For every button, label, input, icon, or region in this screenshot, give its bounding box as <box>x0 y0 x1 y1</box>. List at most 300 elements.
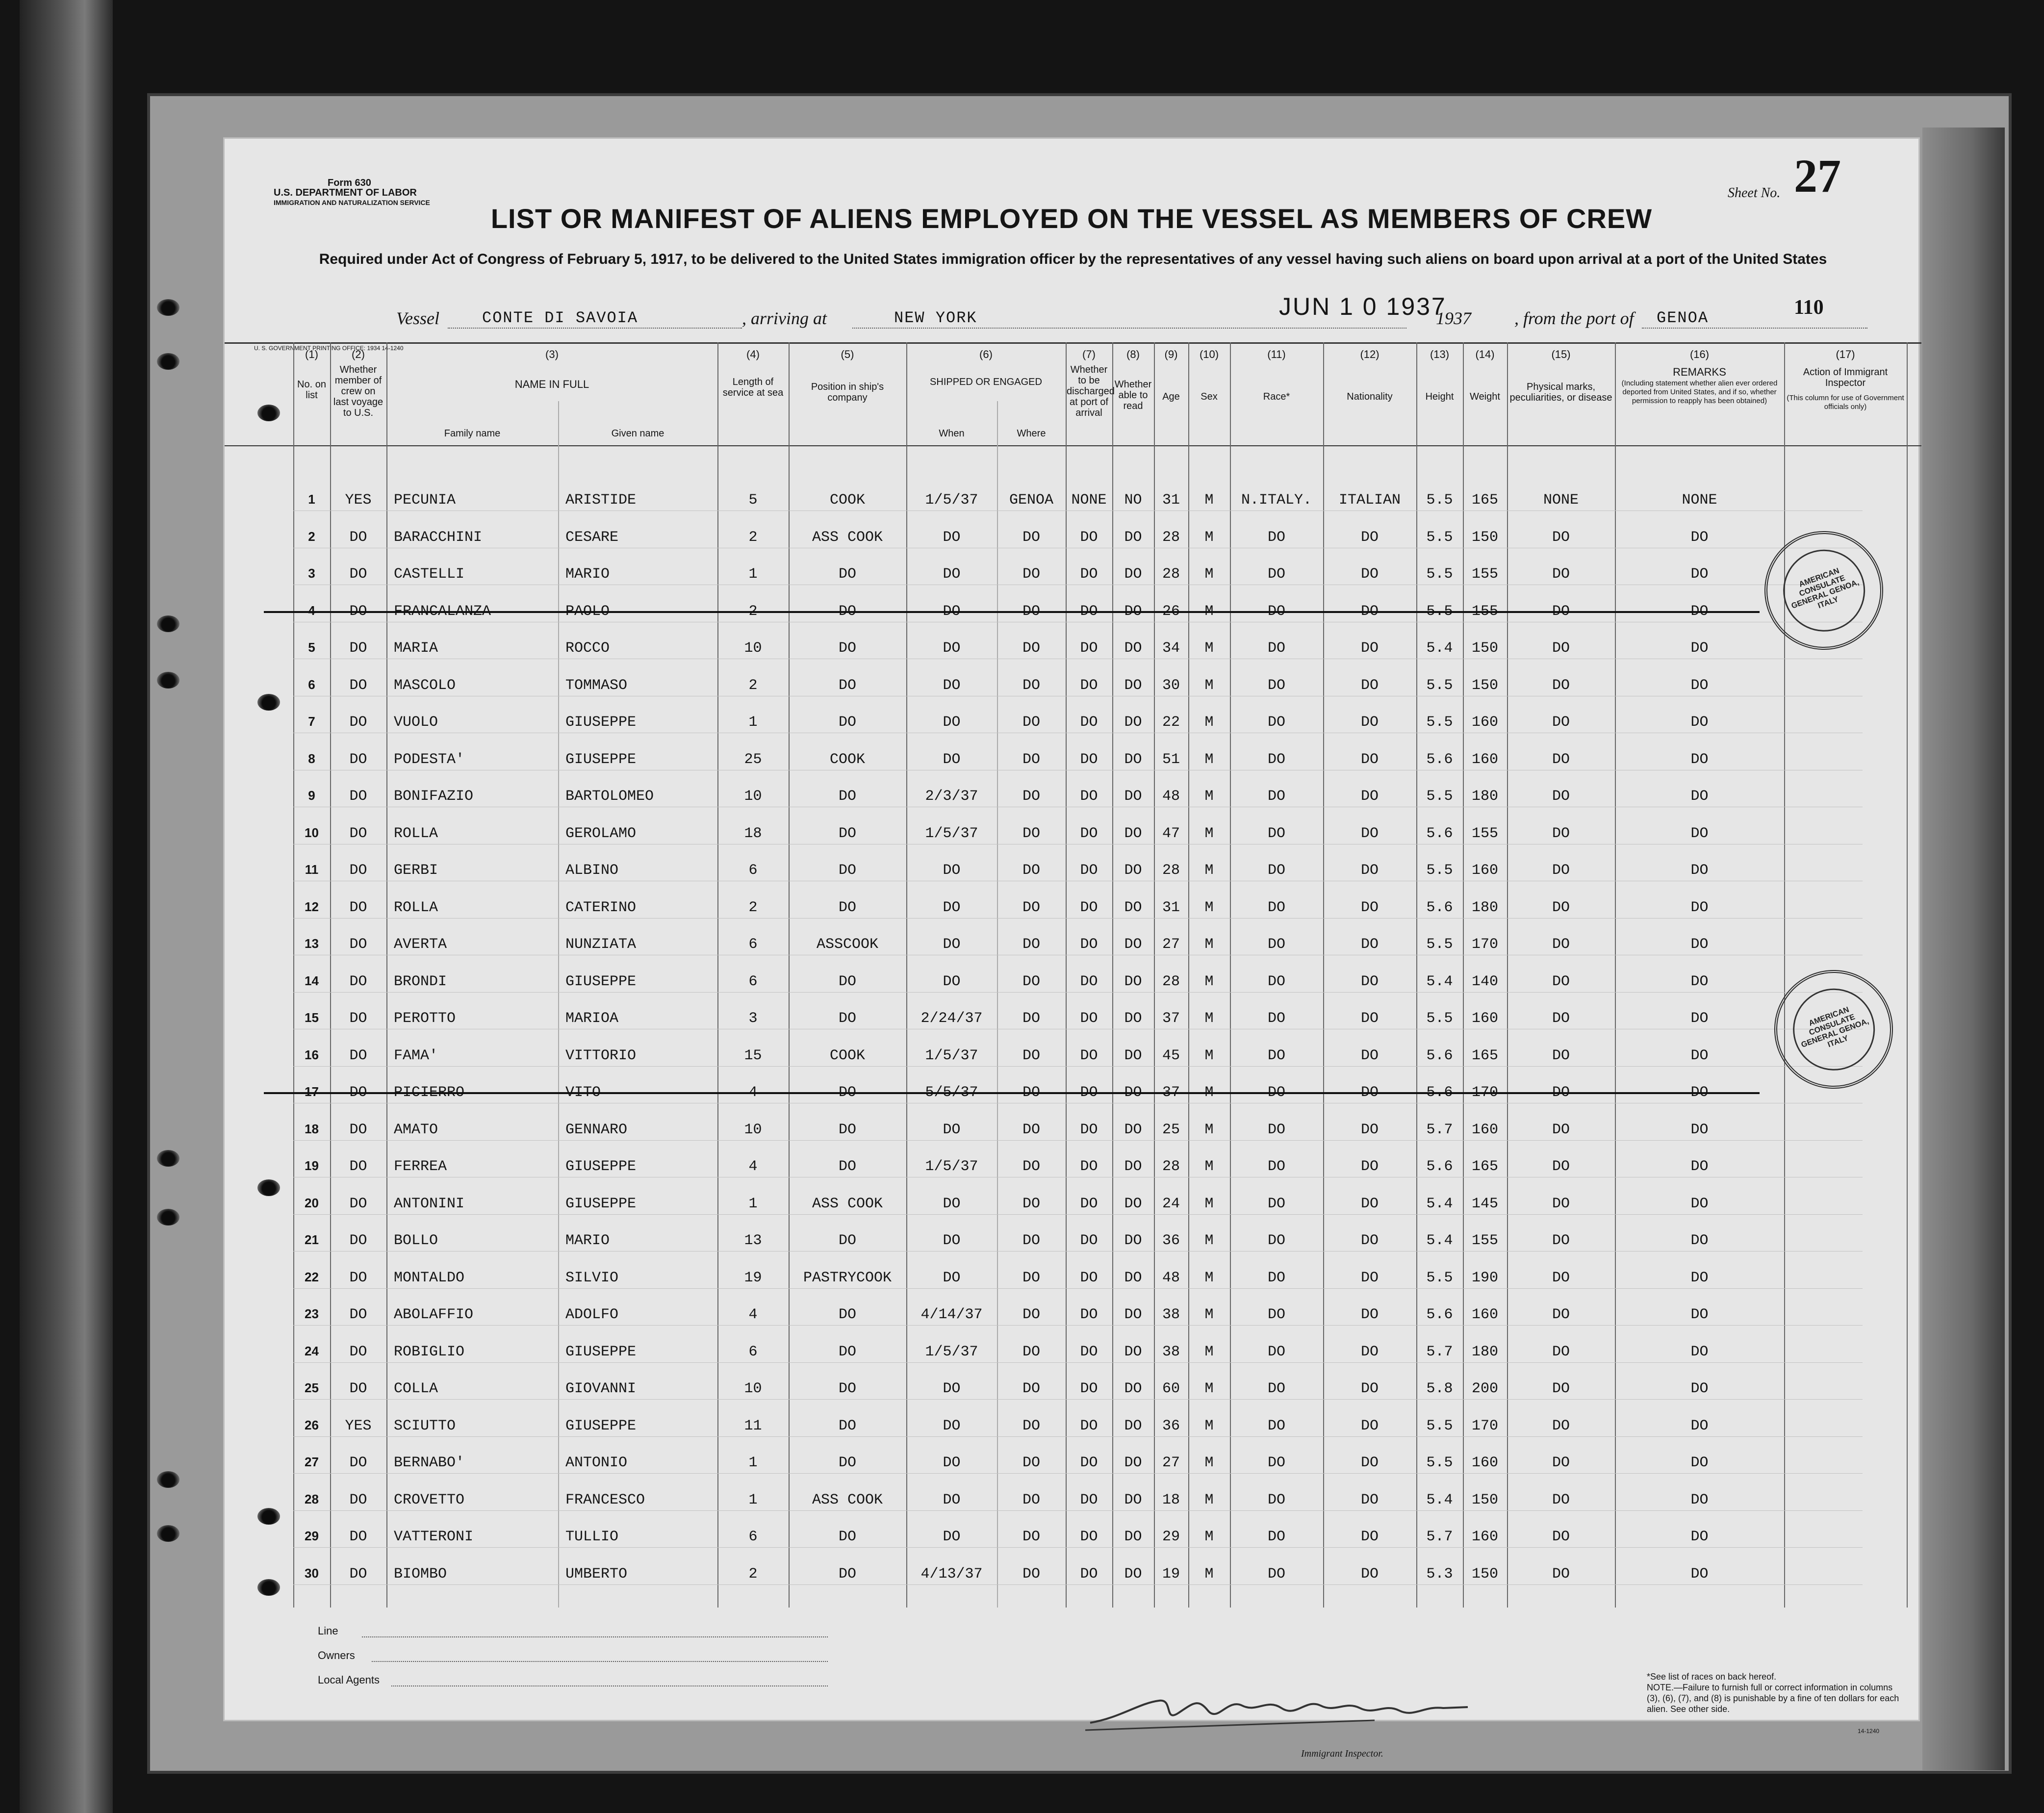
cell-read: DO <box>1124 862 1142 879</box>
cell-nationality: DO <box>1360 677 1379 694</box>
cell-discharged: DO <box>1080 899 1098 916</box>
cell-given: GENNARO <box>565 1121 628 1138</box>
gov-printing-note: U. S. GOVERNMENT PRINTING OFFICE: 1934 14-1240 <box>254 345 404 352</box>
cell-discharged: DO <box>1080 1195 1098 1212</box>
col-13-header: Height <box>1425 391 1454 402</box>
cell-discharged: DO <box>1080 1491 1098 1508</box>
cell-sex: M <box>1204 825 1214 842</box>
footer-line-label: Line <box>318 1625 338 1637</box>
cell-where: DO <box>1022 862 1040 879</box>
cell-marks: DO <box>1552 1565 1570 1583</box>
col-3-number: (3) <box>545 348 559 360</box>
cell-height: 5.5 <box>1426 1010 1453 1027</box>
col-4-header: Length of service at sea <box>722 377 784 398</box>
cell-family: PECUNIA <box>394 492 456 509</box>
cell-height: 5.5 <box>1426 862 1453 879</box>
cell-when: DO <box>943 1455 961 1471</box>
footer-owners-label: Owners <box>318 1649 355 1661</box>
cell-prior: DO <box>349 825 367 842</box>
cell-service: 2 <box>748 677 758 694</box>
punch-hole <box>157 1525 179 1542</box>
cell-sex: M <box>1204 1306 1214 1323</box>
cell-read: DO <box>1124 1121 1142 1138</box>
table-row <box>225 1047 1921 1084</box>
cell-when: 1/5/37 <box>925 1343 978 1360</box>
cell-sex: M <box>1204 1529 1214 1545</box>
cell-given: TOMMASO <box>565 677 628 694</box>
cell-sex: M <box>1204 529 1214 546</box>
sheet-no-label: Sheet No. <box>1728 185 1781 201</box>
punch-hole <box>157 1209 179 1226</box>
cell-where: GENOA <box>1009 492 1053 509</box>
cell-marks: DO <box>1552 1529 1570 1545</box>
arriving-port: NEW YORK <box>894 309 977 327</box>
cell-age: 45 <box>1162 1047 1180 1064</box>
cell-read: DO <box>1124 1195 1142 1212</box>
cell-family: CROVETTO <box>394 1491 465 1508</box>
cell-weight: 150 <box>1471 1565 1498 1583</box>
cell-sex: M <box>1204 1343 1214 1360</box>
cell-discharged: DO <box>1080 788 1098 805</box>
cell-discharged: DO <box>1080 1343 1098 1360</box>
cell-read: DO <box>1124 899 1142 916</box>
cell-read: DO <box>1124 1010 1142 1027</box>
cell-position: ASSCOOK <box>816 936 879 953</box>
cell-where: DO <box>1022 1529 1040 1545</box>
cell-age: 47 <box>1162 825 1180 842</box>
cell-given: MARIO <box>565 566 610 583</box>
cell-position: DO <box>838 973 856 990</box>
cell-prior: DO <box>349 1232 367 1249</box>
from-port: GENOA <box>1657 309 1709 327</box>
cell-when: DO <box>943 973 961 990</box>
cell-remarks: DO <box>1690 825 1709 842</box>
cell-weight: 150 <box>1471 529 1498 546</box>
cell-nationality: DO <box>1360 973 1379 990</box>
cell-marks: DO <box>1552 1491 1570 1508</box>
cell-height: 5.6 <box>1426 1306 1453 1323</box>
cell-discharged: DO <box>1080 1529 1098 1545</box>
cell-given: ROCCO <box>565 640 610 657</box>
cell-prior: DO <box>349 936 367 953</box>
cell-age: 22 <box>1162 714 1180 731</box>
cell-family: BIOMBO <box>394 1565 447 1583</box>
cell-remarks: DO <box>1690 1343 1709 1360</box>
cell-marks: DO <box>1552 1084 1570 1101</box>
cell-height: 5.3 <box>1426 1565 1453 1583</box>
cell-where: DO <box>1022 566 1040 583</box>
table-row <box>225 492 1921 529</box>
cell-prior: DO <box>349 1121 367 1138</box>
cell-service: 5 <box>748 492 758 509</box>
col-12-header: Nationality <box>1347 391 1393 402</box>
cell-weight: 165 <box>1471 1047 1498 1064</box>
cell-remarks: DO <box>1690 677 1709 694</box>
cell-height: 5.5 <box>1426 603 1453 620</box>
punch-hole <box>257 1508 280 1525</box>
cell-prior: DO <box>349 1269 367 1286</box>
cell-position: DO <box>838 1306 856 1323</box>
cell-height: 5.5 <box>1426 1455 1453 1471</box>
cell-family: VUOLO <box>394 714 438 731</box>
cell-where: DO <box>1022 529 1040 546</box>
cell-when: 4/14/37 <box>920 1306 983 1323</box>
cell-discharged: DO <box>1080 566 1098 583</box>
cell-where: DO <box>1022 1010 1040 1027</box>
cell-prior: DO <box>349 1565 367 1583</box>
cell-age: 25 <box>1162 1121 1180 1138</box>
service-name: IMMIGRATION AND NATURALIZATION SERVICE <box>274 199 430 206</box>
cell-nationality: DO <box>1360 1269 1379 1286</box>
cell-no: 21 <box>305 1232 319 1247</box>
cell-where: DO <box>1022 603 1040 620</box>
cell-prior: DO <box>349 1491 367 1508</box>
cell-no: 12 <box>305 899 319 914</box>
cell-nationality: DO <box>1360 1084 1379 1101</box>
cell-discharged: DO <box>1080 1047 1098 1064</box>
punch-hole <box>257 1579 280 1596</box>
cell-height: 5.5 <box>1426 1417 1453 1434</box>
cell-service: 10 <box>744 1380 762 1397</box>
page-title: LIST OR MANIFEST OF ALIENS EMPLOYED ON THE VESSEL AS MEMBERS OF CREW <box>490 203 1653 234</box>
cell-height: 5.5 <box>1426 1269 1453 1286</box>
cell-race: DO <box>1267 899 1285 916</box>
table-row <box>225 677 1921 714</box>
cell-family: MARIA <box>394 640 438 657</box>
col-17-number: (17) <box>1836 348 1855 360</box>
cell-service: 4 <box>748 1306 758 1323</box>
cell-discharged: DO <box>1080 1084 1098 1101</box>
table-row <box>225 1232 1921 1269</box>
cell-prior: DO <box>349 1343 367 1360</box>
cell-remarks: NONE <box>1682 492 1717 509</box>
col-12-number: (12) <box>1360 348 1380 360</box>
cell-when: DO <box>943 1491 961 1508</box>
cell-family: AMATO <box>394 1121 438 1138</box>
cell-given: VITTORIO <box>565 1047 637 1064</box>
cell-discharged: DO <box>1080 603 1098 620</box>
table-row <box>225 973 1921 1010</box>
cell-nationality: DO <box>1360 603 1379 620</box>
cell-when: 2/24/37 <box>920 1010 983 1027</box>
penalty-note: NOTE.—Failure to furnish full or correct information in columns (3), (6), (7), and (8) is punishable by a fine of ten dollars for each alien. See other side. <box>1647 1683 1899 1714</box>
col-7-number: (7) <box>1082 348 1096 360</box>
cell-remarks: DO <box>1690 1158 1709 1175</box>
cell-nationality: DO <box>1360 751 1379 768</box>
cell-remarks: DO <box>1690 1269 1709 1286</box>
cell-discharged: DO <box>1080 1455 1098 1471</box>
cell-marks: DO <box>1552 1306 1570 1323</box>
cell-read: DO <box>1124 677 1142 694</box>
cell-race: DO <box>1267 1529 1285 1545</box>
cell-height: 5.7 <box>1426 1529 1453 1545</box>
cell-service: 10 <box>744 1121 762 1138</box>
cell-age: 38 <box>1162 1343 1180 1360</box>
cell-prior: DO <box>349 603 367 620</box>
col-17-header: Action of Immigrant Inspector <box>1803 367 1888 388</box>
cell-sex: M <box>1204 1491 1214 1508</box>
cell-remarks: DO <box>1690 1232 1709 1249</box>
cell-where: DO <box>1022 1380 1040 1397</box>
cell-prior: DO <box>349 1306 367 1323</box>
cell-position: DO <box>838 825 856 842</box>
cell-position: DO <box>838 1121 856 1138</box>
cell-age: 31 <box>1162 899 1180 916</box>
cell-weight: 160 <box>1471 1529 1498 1545</box>
cell-service: 1 <box>748 1455 758 1471</box>
cell-read: DO <box>1124 973 1142 990</box>
cell-service: 1 <box>748 1491 758 1508</box>
footer-note <box>1647 1671 1902 1714</box>
cell-height: 5.4 <box>1426 640 1453 657</box>
cell-service: 25 <box>744 751 762 768</box>
cell-family: ROLLA <box>394 825 438 842</box>
inspector-signature <box>1080 1684 1473 1737</box>
cell-height: 5.6 <box>1426 1047 1453 1064</box>
cell-height: 5.5 <box>1426 936 1453 953</box>
arrival-date-stamp: JUN 1 0 1937 <box>1279 293 1447 320</box>
punch-hole <box>257 405 280 421</box>
cell-marks: DO <box>1552 788 1570 805</box>
cell-race: DO <box>1267 1047 1285 1064</box>
cell-position: DO <box>838 1455 856 1471</box>
cell-where: DO <box>1022 1121 1040 1138</box>
stamp-text: AMERICAN CONSULATE GENERAL GENOA, ITALY <box>1800 1005 1870 1049</box>
cell-given: CATERINO <box>565 899 637 916</box>
cell-when: 1/5/37 <box>925 1158 978 1175</box>
cell-discharged: DO <box>1080 1380 1098 1397</box>
cell-discharged: DO <box>1080 751 1098 768</box>
cell-service: 1 <box>748 566 758 583</box>
vessel-label: Vessel <box>396 308 439 328</box>
col-4-number: (4) <box>746 348 760 360</box>
cell-position: DO <box>838 1417 856 1434</box>
cell-when: DO <box>943 936 961 953</box>
cell-height: 5.5 <box>1426 788 1453 805</box>
table-row <box>225 788 1921 825</box>
cell-weight: 155 <box>1471 1232 1498 1249</box>
cell-no: 26 <box>305 1417 319 1432</box>
cell-when: DO <box>943 862 961 879</box>
cell-sex: M <box>1204 492 1214 509</box>
cell-family: COLLA <box>394 1380 438 1397</box>
cell-family: PODESTA' <box>394 751 465 768</box>
cell-when: DO <box>943 603 961 620</box>
arriving-label: , arriving at <box>742 308 827 328</box>
cell-sex: M <box>1204 1195 1214 1212</box>
table-row <box>225 603 1921 640</box>
cell-where: DO <box>1022 1306 1040 1323</box>
cell-given: ALBINO <box>565 862 619 879</box>
punch-hole <box>157 299 179 316</box>
cell-discharged: DO <box>1080 714 1098 731</box>
cell-when: 1/5/37 <box>925 825 978 842</box>
cell-race: DO <box>1267 825 1285 842</box>
cell-marks: DO <box>1552 529 1570 546</box>
cell-remarks: DO <box>1690 1491 1709 1508</box>
cell-sex: M <box>1204 788 1214 805</box>
cell-marks: DO <box>1552 603 1570 620</box>
cell-remarks: DO <box>1690 566 1709 583</box>
cell-family: GERBI <box>394 862 438 879</box>
cell-weight: 150 <box>1471 677 1498 694</box>
cell-family: PEROTTO <box>394 1010 456 1027</box>
cell-discharged: DO <box>1080 973 1098 990</box>
cell-prior: DO <box>349 899 367 916</box>
year-label: 1937 <box>1436 308 1471 328</box>
col-1-header: No. on list <box>297 379 326 401</box>
cell-position: COOK <box>829 1047 865 1064</box>
cell-marks: DO <box>1552 973 1570 990</box>
cell-service: 6 <box>748 973 758 990</box>
cell-where: DO <box>1022 751 1040 768</box>
cell-no: 14 <box>305 973 319 988</box>
cell-nationality: DO <box>1360 640 1379 657</box>
cell-given: SILVIO <box>565 1269 619 1286</box>
cell-race: DO <box>1267 1195 1285 1212</box>
cell-family: SCIUTTO <box>394 1417 456 1434</box>
cell-position: DO <box>838 1010 856 1027</box>
col-15-number: (15) <box>1551 348 1571 360</box>
table-row <box>225 1196 1921 1232</box>
cell-age: 36 <box>1162 1417 1180 1434</box>
cell-read: DO <box>1124 1158 1142 1175</box>
cell-read: DO <box>1124 788 1142 805</box>
cell-sex: M <box>1204 936 1214 953</box>
cell-weight: 150 <box>1471 640 1498 657</box>
table-row <box>225 1418 1921 1455</box>
cell-race: DO <box>1267 1084 1285 1101</box>
cell-remarks: DO <box>1690 788 1709 805</box>
cell-prior: DO <box>349 973 367 990</box>
cell-height: 5.6 <box>1426 899 1453 916</box>
cell-family: PICIERRO <box>394 1084 465 1101</box>
cell-race: DO <box>1267 788 1285 805</box>
cell-given: ARISTIDE <box>565 492 637 509</box>
cell-height: 5.5 <box>1426 677 1453 694</box>
cell-weight: 160 <box>1471 1306 1498 1323</box>
cell-where: DO <box>1022 1417 1040 1434</box>
strike-through-line <box>264 1092 1760 1094</box>
punch-hole <box>157 615 179 632</box>
cell-service: 11 <box>744 1417 762 1434</box>
cell-race: DO <box>1267 1491 1285 1508</box>
cell-when: DO <box>943 1380 961 1397</box>
cell-marks: DO <box>1552 1380 1570 1397</box>
cell-nationality: DO <box>1360 1121 1379 1138</box>
cell-service: 1 <box>748 714 758 731</box>
cell-race: DO <box>1267 603 1285 620</box>
cell-age: 28 <box>1162 566 1180 583</box>
cell-height: 5.5 <box>1426 492 1453 509</box>
cell-race: DO <box>1267 677 1285 694</box>
cell-position: DO <box>838 899 856 916</box>
cell-prior: DO <box>349 862 367 879</box>
cell-nationality: DO <box>1360 1047 1379 1064</box>
cell-prior: DO <box>349 714 367 731</box>
cell-where: DO <box>1022 1232 1040 1249</box>
col-9-number: (9) <box>1164 348 1178 360</box>
cell-race: DO <box>1267 1343 1285 1360</box>
cell-position: DO <box>838 1232 856 1249</box>
stamp-text: AMERICAN CONSULATE GENERAL GENOA, ITALY <box>1790 566 1861 611</box>
cell-discharged: DO <box>1080 1121 1098 1138</box>
cell-prior: DO <box>349 640 367 657</box>
cell-read: NO <box>1124 492 1142 509</box>
cell-weight: 165 <box>1471 1158 1498 1175</box>
cell-position: DO <box>838 1158 856 1175</box>
cell-read: DO <box>1124 714 1142 731</box>
cell-race: DO <box>1267 1232 1285 1249</box>
cell-marks: DO <box>1552 1010 1570 1027</box>
cell-read: DO <box>1124 1417 1142 1434</box>
cell-service: 6 <box>748 936 758 953</box>
col-16-number: (16) <box>1689 348 1710 360</box>
cell-weight: 160 <box>1471 714 1498 731</box>
cell-sex: M <box>1204 973 1214 990</box>
cell-weight: 165 <box>1471 492 1498 509</box>
cell-sex: M <box>1204 677 1214 694</box>
cell-sex: M <box>1204 566 1214 583</box>
cell-marks: DO <box>1552 899 1570 916</box>
cell-age: 31 <box>1162 492 1180 509</box>
cell-when: DO <box>943 714 961 731</box>
cell-where: DO <box>1022 1047 1040 1064</box>
cell-when: DO <box>943 1269 961 1286</box>
punch-hole <box>157 1150 179 1167</box>
cell-discharged: DO <box>1080 936 1098 953</box>
cell-discharged: DO <box>1080 529 1098 546</box>
cell-prior: YES <box>345 1417 372 1434</box>
cell-prior: DO <box>349 566 367 583</box>
cell-no: 10 <box>305 825 319 840</box>
col-3-given-header: Given name <box>611 428 664 439</box>
table-row <box>225 529 1921 566</box>
cell-nationality: DO <box>1360 1010 1379 1027</box>
cell-read: DO <box>1124 1047 1142 1064</box>
cell-age: 29 <box>1162 1529 1180 1545</box>
cell-family: FAMA' <box>394 1047 438 1064</box>
cell-height: 5.4 <box>1426 1195 1453 1212</box>
cell-when: DO <box>943 529 961 546</box>
cell-where: DO <box>1022 825 1040 842</box>
cell-race: DO <box>1267 1380 1285 1397</box>
cell-service: 15 <box>744 1047 762 1064</box>
cell-when: DO <box>943 1121 961 1138</box>
cell-when: 1/5/37 <box>925 492 978 509</box>
cell-service: 10 <box>744 640 762 657</box>
cell-nationality: DO <box>1360 1565 1379 1583</box>
cell-nationality: ITALIAN <box>1338 492 1401 509</box>
cell-service: 2 <box>748 899 758 916</box>
cell-no: 1 <box>308 492 315 507</box>
cell-height: 5.7 <box>1426 1343 1453 1360</box>
cell-no: 28 <box>305 1491 319 1507</box>
col-16-header: REMARKS <box>1673 366 1726 378</box>
cell-age: 18 <box>1162 1491 1180 1508</box>
cell-remarks: DO <box>1690 1565 1709 1583</box>
col-6-when-header: When <box>939 428 965 439</box>
cell-nationality: DO <box>1360 1306 1379 1323</box>
cell-service: 6 <box>748 862 758 879</box>
cell-read: DO <box>1124 1232 1142 1249</box>
cell-height: 5.8 <box>1426 1380 1453 1397</box>
crew-manifest-table <box>225 342 1921 1608</box>
cell-discharged: DO <box>1080 1269 1098 1286</box>
cell-marks: DO <box>1552 566 1570 583</box>
cell-service: 19 <box>744 1269 762 1286</box>
cell-no: 13 <box>305 936 319 951</box>
